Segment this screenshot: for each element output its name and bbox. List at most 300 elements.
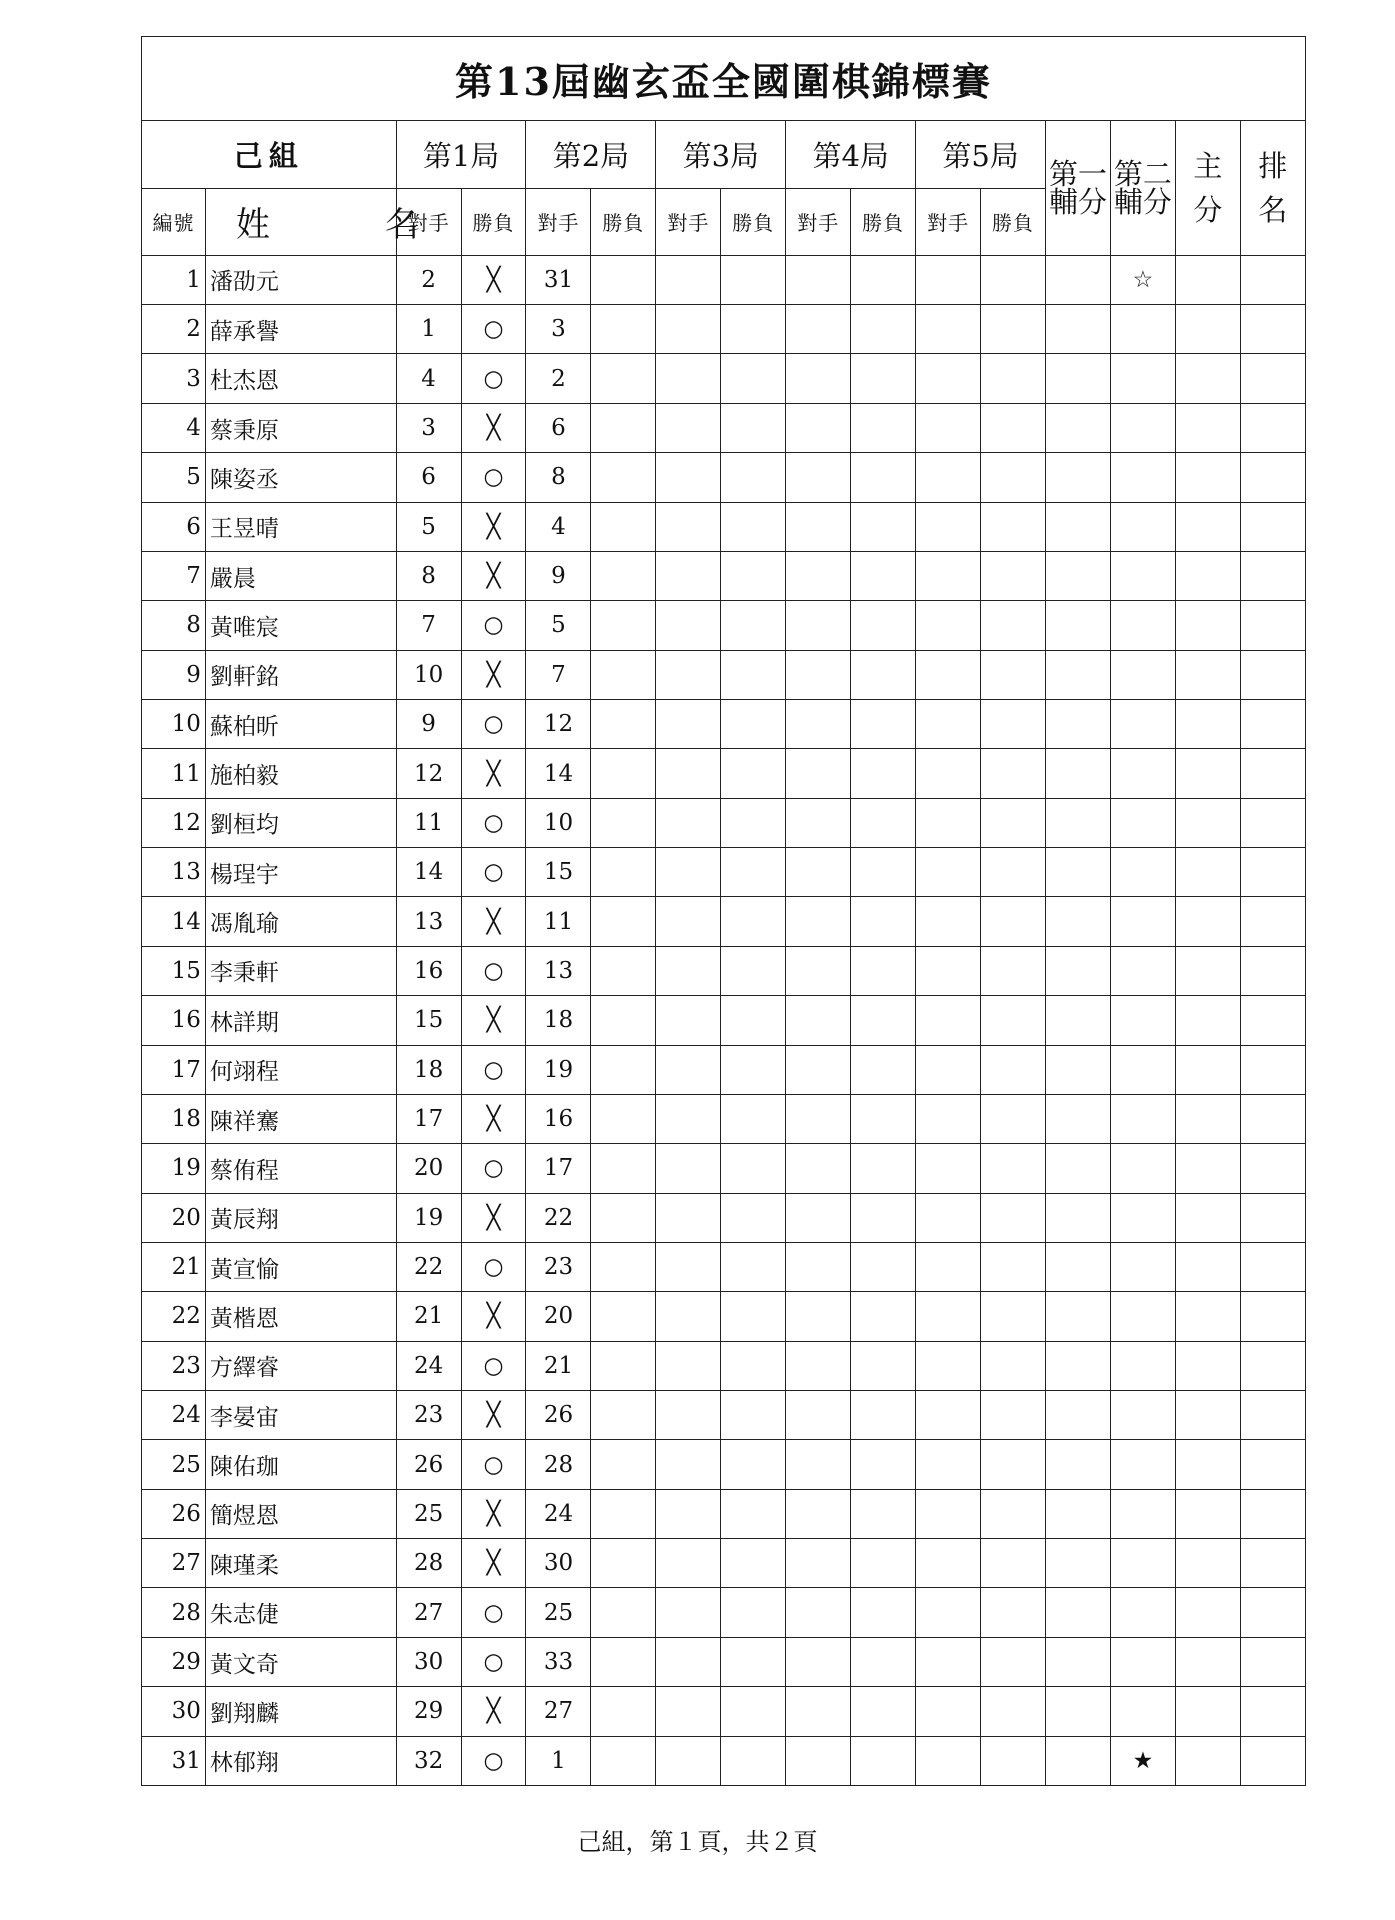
name-column-header [205,188,419,255]
r5-result [981,1045,1046,1094]
r1-opponent: 27 [396,1588,461,1637]
r2-opponent: 31 [526,255,591,304]
tiebreak-1 [1045,601,1110,650]
tiebreak-1 [1045,897,1110,946]
main-score [1175,798,1240,847]
round-2-header: 第2局 [526,121,656,188]
table-row [142,749,1306,798]
rank [1240,897,1305,946]
r2-result [591,1391,656,1440]
r1-result: ○ [461,453,526,502]
table-row [142,897,1306,946]
r1-opponent: 14 [396,848,461,897]
tiebreak-2 [1110,1292,1175,1341]
r4-result [851,1637,916,1686]
r3-result [721,1736,786,1785]
r3-result [721,1094,786,1143]
tiebreak-2 [1110,354,1175,403]
r5-opponent [916,354,981,403]
r5-result [981,1094,1046,1143]
r1-result: ○ [461,848,526,897]
player-id: 31 [142,1736,206,1785]
r1-opponent: 23 [396,1391,461,1440]
main-score [1175,1341,1240,1390]
tiebreak-2 [1110,700,1175,749]
tiebreak-1 [1045,1440,1110,1489]
r3-opponent [656,601,721,650]
tiebreak-2 [1110,403,1175,452]
r1-result: ○ [461,700,526,749]
r2-result [591,1242,656,1291]
r4-result [851,996,916,1045]
r5-opponent [916,1193,981,1242]
r2-opponent: 24 [526,1489,591,1538]
player-name: 杜杰恩 [205,354,396,403]
main-score [1175,354,1240,403]
r1-opponent: 8 [396,551,461,600]
r5-result [981,1193,1046,1242]
r1-result: ╳ [461,1193,526,1242]
r1-result: ╳ [461,996,526,1045]
r1-opponent: 17 [396,1094,461,1143]
r2-result [591,1687,656,1736]
r3-opponent [656,453,721,502]
tiebreak-1 [1045,650,1110,699]
table-row [142,1736,1306,1785]
r3-result [721,354,786,403]
player-id: 19 [142,1144,206,1193]
main-score [1175,1440,1240,1489]
rank [1240,354,1305,403]
rank-header-line2: 名 [1258,193,1288,228]
r1-result: ○ [461,798,526,847]
main-score-header-line2: 分 [1193,193,1223,228]
r1-opponent: 12 [396,749,461,798]
rank [1240,1637,1305,1686]
main-score [1175,700,1240,749]
r5-result [981,700,1046,749]
tiebreak-1 [1045,1687,1110,1736]
r5-result [981,502,1046,551]
r1-result: ○ [461,1242,526,1291]
tiebreak-2 [1110,1045,1175,1094]
r5-result [981,1341,1046,1390]
r3-opponent [656,1045,721,1094]
r1-opponent: 30 [396,1637,461,1686]
tiebreak-1 [1045,1242,1110,1291]
rank [1240,453,1305,502]
player-id: 24 [142,1391,206,1440]
r1-opponent: 5 [396,502,461,551]
rank [1240,551,1305,600]
r4-opponent [786,1588,851,1637]
r5-result [981,1588,1046,1637]
r3-opponent [656,1440,721,1489]
player-name: 黃辰翔 [205,1193,396,1242]
r1-opponent: 3 [396,403,461,452]
main-score [1175,601,1240,650]
tiebreak-2 [1110,650,1175,699]
r1-opponent: 32 [396,1736,461,1785]
r4-result [851,1687,916,1736]
r1-result: ○ [461,601,526,650]
r4-result [851,551,916,600]
tiebreak-1 [1045,1144,1110,1193]
r2-result [591,601,656,650]
tiebreak-1 [1045,1637,1110,1686]
r5-result [981,848,1046,897]
table-row [142,255,1306,304]
table-row [142,502,1306,551]
r4-result [851,946,916,995]
r5-result [981,1292,1046,1341]
r1-result: ╳ [461,551,526,600]
table-row [142,354,1306,403]
r3-opponent [656,848,721,897]
tiebreak-2 [1110,1539,1175,1588]
tiebreak-1 [1045,798,1110,847]
rank [1240,798,1305,847]
rank [1240,502,1305,551]
name-header-char2: 名 [384,205,419,246]
table-row [142,1292,1306,1341]
main-score [1175,1489,1240,1538]
r4-result [851,601,916,650]
r4-result [851,897,916,946]
main-score [1175,996,1240,1045]
r5-result [981,946,1046,995]
r3-opponent [656,700,721,749]
r4-opponent [786,798,851,847]
main-score [1175,897,1240,946]
tiebreak-1 [1045,1094,1110,1143]
table-row [142,601,1306,650]
player-name: 朱志倢 [205,1588,396,1637]
r3-result [721,502,786,551]
player-name: 陳瑾柔 [205,1539,396,1588]
player-id: 22 [142,1292,206,1341]
player-name: 蔡秉原 [205,403,396,452]
r3-result [721,700,786,749]
r1-opponent: 29 [396,1687,461,1736]
tiebreak-1 [1045,1391,1110,1440]
r2-opponent: 16 [526,1094,591,1143]
main-score-header-line1: 主 [1193,149,1223,184]
r4-opponent [786,1637,851,1686]
player-id: 16 [142,996,206,1045]
r4-result [851,1045,916,1094]
r4-result [851,1489,916,1538]
rank [1240,650,1305,699]
r4-opponent [786,1045,851,1094]
r1-opponent: 6 [396,453,461,502]
r2-opponent: 4 [526,502,591,551]
r5-opponent [916,1539,981,1588]
r2-opponent: 20 [526,1292,591,1341]
player-name: 劉桓均 [205,798,396,847]
r1-opponent: 22 [396,1242,461,1291]
standings-table [141,36,1306,1786]
table-row [142,1045,1306,1094]
tiebreak-2-header [1110,121,1175,255]
player-name: 蘇柏昕 [205,700,396,749]
r2-opponent-header: 對手 [526,188,591,255]
r2-result [591,1193,656,1242]
r4-opponent [786,1292,851,1341]
tiebreak-1 [1045,551,1110,600]
r2-opponent: 1 [526,1736,591,1785]
r2-opponent: 23 [526,1242,591,1291]
r2-result [591,1341,656,1390]
table-row [142,1440,1306,1489]
player-name: 黃楷恩 [205,1292,396,1341]
r3-opponent-header: 對手 [656,188,721,255]
r1-result: ○ [461,946,526,995]
r3-result [721,798,786,847]
main-score [1175,848,1240,897]
round-1-header: 第1局 [396,121,526,188]
r1-result: ○ [461,1144,526,1193]
player-name: 李秉軒 [205,946,396,995]
tiebreak-1 [1045,946,1110,995]
r2-opponent: 22 [526,1193,591,1242]
r4-opponent [786,551,851,600]
id-column-header: 編號 [142,188,206,255]
r1-opponent: 11 [396,798,461,847]
tiebreak-2 [1110,502,1175,551]
r2-result [591,749,656,798]
r2-opponent: 25 [526,1588,591,1637]
tiebreak-2 [1110,1341,1175,1390]
r2-result [591,1539,656,1588]
r1-opponent: 15 [396,996,461,1045]
r4-result [851,453,916,502]
r4-result [851,848,916,897]
r4-opponent [786,946,851,995]
player-id: 3 [142,354,206,403]
r4-result [851,700,916,749]
r4-opponent [786,897,851,946]
group-label: 己組 [142,121,397,188]
tiebreak-2 [1110,1193,1175,1242]
rank-header [1240,121,1305,255]
player-name: 蔡侑程 [205,1144,396,1193]
rank [1240,1094,1305,1143]
r3-result [721,1489,786,1538]
r5-result [981,1242,1046,1291]
table-row [142,1687,1306,1736]
r3-result [721,403,786,452]
r5-result [981,403,1046,452]
r4-opponent-header: 對手 [786,188,851,255]
tiebreak-1 [1045,255,1110,304]
main-score [1175,650,1240,699]
r3-result [721,1045,786,1094]
player-id: 18 [142,1094,206,1143]
r4-opponent [786,996,851,1045]
player-name: 黃宣愉 [205,1242,396,1291]
player-name: 陳佑珈 [205,1440,396,1489]
r4-result [851,1193,916,1242]
r5-opponent [916,1045,981,1094]
rank [1240,1144,1305,1193]
r4-opponent [786,1144,851,1193]
r5-opponent [916,798,981,847]
r3-opponent [656,996,721,1045]
r3-result [721,1391,786,1440]
tiebreak-2 [1110,1094,1175,1143]
r5-opponent [916,1292,981,1341]
r1-opponent: 13 [396,897,461,946]
page-footer: 己組，第１頁，共２頁 [577,1828,818,1856]
r1-result: ╳ [461,1391,526,1440]
r2-result [591,255,656,304]
r3-result [721,1144,786,1193]
r5-result [981,798,1046,847]
r4-result [851,1588,916,1637]
rank [1240,1045,1305,1094]
r1-result: ╳ [461,749,526,798]
player-name: 施柏毅 [205,749,396,798]
player-name: 楊珵宇 [205,848,396,897]
tiebreak-1 [1045,403,1110,452]
r2-result [591,798,656,847]
r2-opponent: 9 [526,551,591,600]
r1-result: ○ [461,354,526,403]
player-id: 23 [142,1341,206,1390]
tiebreak-2-header-line2: 輔分 [1113,185,1172,220]
player-id: 25 [142,1440,206,1489]
r5-opponent [916,1144,981,1193]
r2-result [591,1736,656,1785]
r1-opponent: 16 [396,946,461,995]
player-name: 陳祥騫 [205,1094,396,1143]
r1-opponent: 7 [396,601,461,650]
r3-result [721,650,786,699]
r5-opponent [916,1736,981,1785]
r4-result [851,749,916,798]
r3-result [721,946,786,995]
r3-result [721,1687,786,1736]
player-id: 11 [142,749,206,798]
r3-opponent [656,946,721,995]
rank [1240,1687,1305,1736]
table-row [142,403,1306,452]
player-name: 黃唯宸 [205,601,396,650]
r1-opponent: 28 [396,1539,461,1588]
r2-result [591,1440,656,1489]
r3-opponent [656,1489,721,1538]
r5-opponent [916,650,981,699]
main-score [1175,1292,1240,1341]
r3-opponent [656,1341,721,1390]
r2-opponent: 11 [526,897,591,946]
r3-opponent [656,354,721,403]
r1-result: ○ [461,1341,526,1390]
table-row [142,305,1306,354]
r3-result-header: 勝負 [721,188,786,255]
r5-result [981,749,1046,798]
r3-opponent [656,650,721,699]
r5-result [981,1440,1046,1489]
r3-opponent [656,1292,721,1341]
r5-opponent [916,1391,981,1440]
r3-opponent [656,1736,721,1785]
r4-opponent [786,1242,851,1291]
r4-opponent [786,700,851,749]
r1-opponent-header: 對手 [396,188,461,255]
r3-opponent [656,551,721,600]
r4-opponent [786,749,851,798]
table-row [142,1588,1306,1637]
main-score [1175,403,1240,452]
tiebreak-1 [1045,848,1110,897]
r1-opponent: 2 [396,255,461,304]
table-row [142,1539,1306,1588]
r5-opponent [916,601,981,650]
r3-result [721,1242,786,1291]
tiebreak-1 [1045,502,1110,551]
r2-result [591,650,656,699]
r1-result: ╳ [461,255,526,304]
main-score [1175,1193,1240,1242]
r5-opponent [916,700,981,749]
r3-opponent [656,749,721,798]
r2-result [591,1588,656,1637]
rank [1240,1193,1305,1242]
tiebreak-1 [1045,1539,1110,1588]
main-score [1175,1588,1240,1637]
r3-result [721,1637,786,1686]
main-score [1175,1391,1240,1440]
table-row [142,1637,1306,1686]
player-name: 簡煜恩 [205,1489,396,1538]
r4-opponent [786,1687,851,1736]
main-score [1175,1539,1240,1588]
player-name: 黃文奇 [205,1637,396,1686]
r4-opponent [786,255,851,304]
r2-opponent: 21 [526,1341,591,1390]
r3-opponent [656,1391,721,1440]
player-name: 潘劭元 [205,255,396,304]
r1-result: ○ [461,1588,526,1637]
r2-opponent: 28 [526,1440,591,1489]
r5-result [981,255,1046,304]
r4-opponent [786,354,851,403]
r4-opponent [786,848,851,897]
r1-result: ╳ [461,1292,526,1341]
player-id: 17 [142,1045,206,1094]
r5-opponent [916,305,981,354]
r4-result [851,255,916,304]
table-row [142,1341,1306,1390]
r3-opponent [656,1539,721,1588]
r2-result [591,403,656,452]
r3-result [721,996,786,1045]
r3-opponent [656,255,721,304]
tiebreak-1 [1045,1341,1110,1390]
r2-opponent: 17 [526,1144,591,1193]
r4-result [851,1440,916,1489]
table-row [142,1391,1306,1440]
r5-opponent [916,749,981,798]
r4-opponent [786,1193,851,1242]
r1-result: ╳ [461,1094,526,1143]
tiebreak-1 [1045,453,1110,502]
rank [1240,946,1305,995]
r4-opponent [786,453,851,502]
player-name: 王昱晴 [205,502,396,551]
